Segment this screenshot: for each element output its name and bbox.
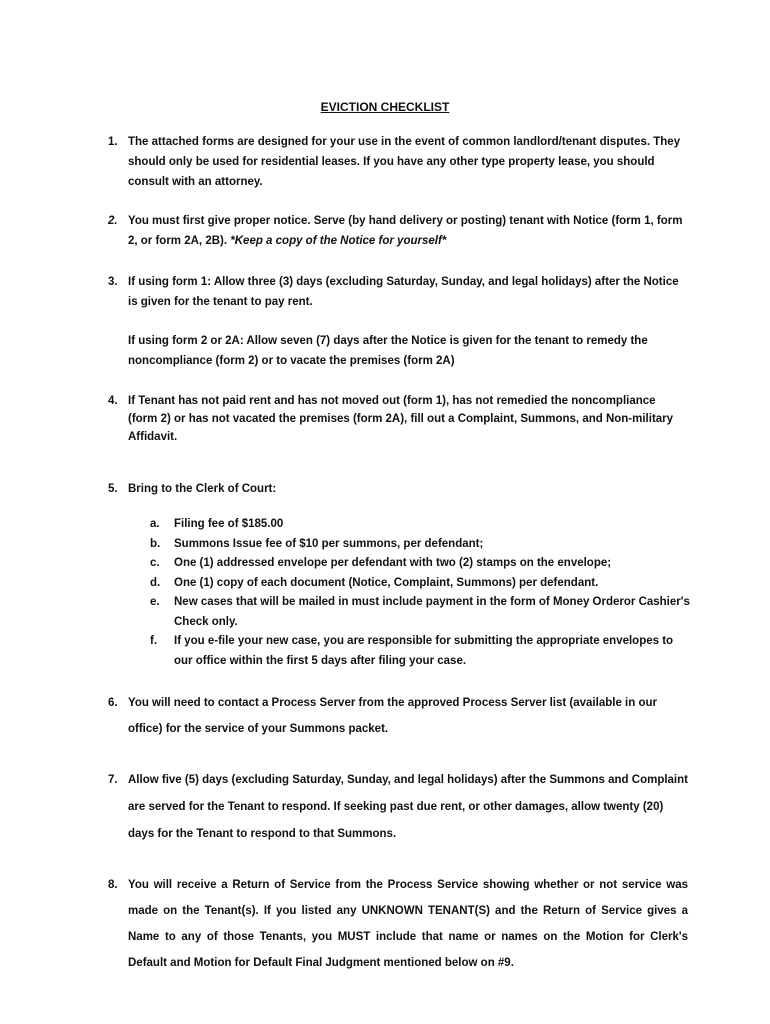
item-text: The attached forms are designed for your use in the event of common landlord/tenant disputes. They should only be used for residential leases. If you have any other type property lease, you should consult with an attorney.	[128, 136, 681, 188]
sub-item-text: Filing fee of $185.00	[174, 518, 284, 530]
item-number: 8.	[108, 879, 118, 891]
item-number: 5.	[108, 483, 118, 495]
sub-item-letter: a.	[150, 518, 160, 530]
item-number: 3.	[108, 276, 118, 288]
item-number: 4.	[108, 395, 118, 407]
item-text: If using form 1: Allow three (3) days (excluding Saturday, Sunday, and legal holidays) after the Notice is given for the tenant to pay rent.	[128, 276, 679, 308]
list-item-4	[108, 392, 688, 446]
item-text: If Tenant has not paid rent and has not moved out (form 1), has not remedied the noncompliance (form 2) or has not vacated the premises (form 2A), fill out a Complaint, Summons, and Non-military Affidavit.	[128, 395, 674, 443]
item-number: 7.	[108, 774, 118, 786]
page-title: EVICTION CHECKLIST	[320, 100, 450, 114]
sub-item-letter: f.	[150, 635, 158, 647]
item-number: 2.	[108, 215, 118, 227]
sub-list-item-c	[150, 554, 690, 574]
list-item-3	[108, 272, 688, 312]
list-item-5	[108, 479, 688, 499]
sub-item-text: If you e-file your new case, you are responsible for submitting the appropriate envelopes to our office within the first 5 days after filing your case.	[174, 635, 674, 667]
sub-list-item-d	[150, 574, 690, 594]
sub-list	[150, 515, 690, 671]
list-item-2	[108, 211, 688, 251]
item-text: You will need to contact a Process Server from the approved Process Server list (available in our office) for the service of your Summons packet.	[128, 697, 657, 735]
item-text: Allow five (5) days (excluding Saturday, Sunday, and legal holidays) after the Summons and Complaint are served for the Tenant to respond. If seeking past due rent, or other damages, allow twenty (20) days for the Tenant to respond to that Summons.	[128, 774, 688, 840]
sub-item-letter: c.	[150, 557, 160, 569]
sub-item-text: New cases that will be mailed in must include payment in the form of Money Orderor Cashier's Check only.	[174, 596, 690, 628]
item-text: You must first give proper notice. Serve (by hand delivery or posting) tenant with Notice (form 1, form 2, or form 2A, 2B).	[128, 215, 683, 247]
list-item-7	[108, 767, 688, 848]
sub-list-item-e	[150, 593, 690, 632]
sub-item-letter: e.	[150, 596, 160, 608]
item-text: You will receive a Return of Service from the Process Service showing whether or not service was made on the Tenant(s). If you listed any UNKNOWN TENANT(S) and the Return of Service gives a Name to any of those Tenants, you MUST include that name or names on the Motion for Clerk's Default and Motion for Default Final Judgment mentioned below on #9.	[128, 879, 688, 969]
sub-list-item-b	[150, 535, 690, 555]
item-number: 1.	[108, 136, 118, 148]
item-text: Bring to the Clerk of Court:	[128, 483, 277, 495]
sub-item-letter: d.	[150, 576, 161, 589]
list-item-1	[108, 132, 688, 192]
item-number: 6.	[108, 697, 118, 709]
item-text-wrapper	[128, 211, 688, 251]
sub-list-item-a	[150, 515, 690, 535]
item-3-second-paragraph: If using form 2 or 2A: Allow seven (7) days after the Notice is given for the tenant to remedy the noncompliance (form 2) or to vacate the premises (form 2A)	[128, 335, 648, 367]
sub-item-letter: b.	[150, 537, 161, 550]
list-item-8	[108, 872, 688, 976]
sub-item-text: One (1) copy of each document (Notice, Complaint, Summons) per defendant.	[174, 576, 599, 589]
list-item-6	[108, 690, 688, 742]
sub-item-text: One (1) addressed envelope per defendant with two (2) stamps on the envelope;	[174, 557, 612, 569]
sub-item-text: Summons Issue fee of $10 per summons, per defendant;	[174, 537, 484, 550]
item-note: *Keep a copy of the Notice for yourself*	[230, 235, 447, 247]
sub-list-item-f	[150, 632, 690, 671]
